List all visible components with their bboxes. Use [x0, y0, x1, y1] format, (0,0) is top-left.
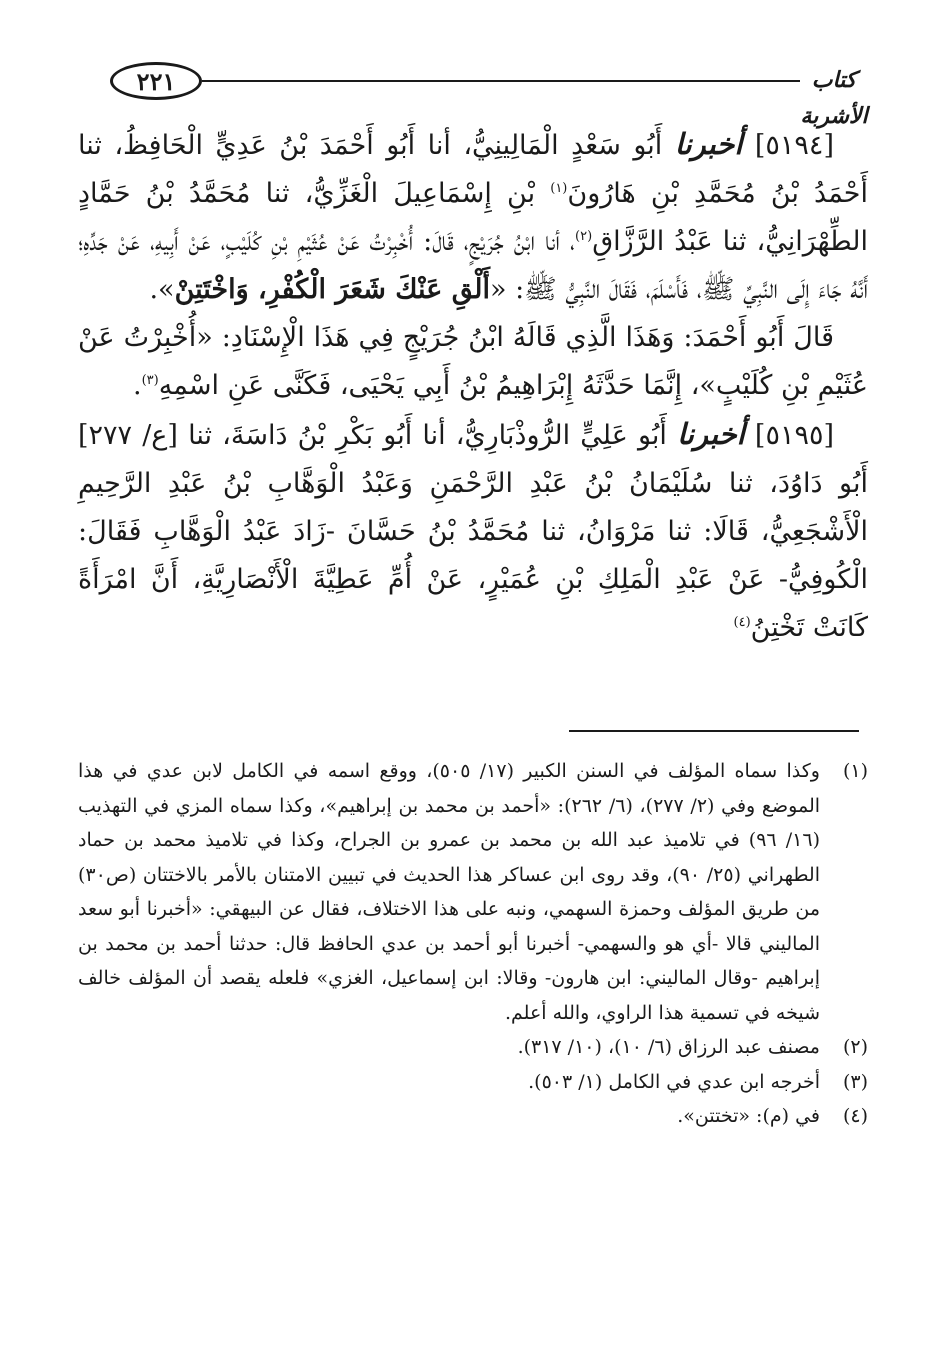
hadith-number: [٥١٩٥]	[754, 420, 834, 451]
footnote-1	[78, 754, 868, 1030]
page-number: ٢٢١	[110, 62, 202, 100]
commentary-paragraph	[78, 314, 868, 410]
commentary-text: قَالَ أَبُو أَحْمَدَ: وَهَذَا الَّذِي قَالَهُ ابْنُ جُرَيْجٍ فِي هَذَا الْإِسْنَادِ: «أُخْبِرْتُ عَنْ عُثَيْمِ بْنِ كُلَيْبٍ»، إِنَّمَا حَدَّثَهُ إِبْرَاهِيمُ بْنُ أَبِي يَحْيَى، فَكَنَّى عَنِ اسْمِهِ	[78, 322, 868, 401]
header-rule	[202, 80, 800, 82]
hadith-matn: أَلْقِ عَنْكَ شَعَرَ الْكُفْرِ، وَاخْتَتِنْ	[174, 274, 490, 305]
footnote-marker-4: (٤)	[733, 615, 751, 630]
footnote-marker-2: (٢)	[575, 229, 593, 244]
akhbarana-word: أخبرنا	[674, 127, 743, 161]
footnote-number: (٤)	[842, 1105, 868, 1127]
page-header	[110, 62, 870, 129]
isnad-text: ، أنا ابْنُ جُرَيْجٍ، قَالَ: أُخْبِرْتُ عَنْ عُثَيْمِ بْنِ كُلَيْبٍ، عَنْ أَبِيهِ، عَنْ جَدِّهِ؛ أَنَّهُ جَاءَ إِلَى النَّبِيِّ ﷺ، فَأَسْلَمَ، فَقَالَ النَّبِيُّ ﷺ: «	[78, 226, 868, 305]
footnote-separator	[569, 730, 859, 732]
footnote-number: (٣)	[842, 1070, 868, 1093]
footnote-number: (٢)	[842, 1036, 868, 1058]
isnad-text: أَبُو عَلِيٍّ الرُّوذْبَارِيُّ، أنا أَبُو بَكْرِ بْنُ دَاسَةَ، ثنا [ع/ ٢٧٧] أَبُو دَاوُدَ، ثنا سُلَيْمَانُ بْنُ عَبْدِ الرَّحْمَنِ وَعَبْدُ الْوَهَّابِ بْنُ عَبْدِ الرَّحِيمِ الْأَشْجَعِيُّ، قَالَا: ثنا مَرْوَانُ، ثنا مُحَمَّدُ بْنُ حَسَّانَ -زَادَ عَبْدُ الْوَهَّابِ فَقَالَ: الْكُوفِيُّ- عَنْ عَبْدِ الْمَلِكِ بْنِ عُمَيْرٍ، عَنْ أُمِّ عَطِيَّةَ الْأَنْصَارِيَّةِ، أَنَّ امْرَأَةً كَانَتْ تَخْتِنُ	[78, 420, 868, 643]
closing-quote: ».	[149, 274, 175, 305]
hadith-5195	[78, 410, 868, 652]
footnote-text: في (م): «تختتن».	[677, 1105, 820, 1127]
book-title-ornament: كتاب الأشربة	[800, 67, 868, 129]
footnote-text: مصنف عبد الرزاق (٦/ ١٠)، (١٠/ ٣١٧).	[517, 1036, 820, 1058]
footnote-marker-1: (١)	[550, 181, 568, 196]
footnote-number: (١)	[842, 760, 868, 782]
footnote-text: أخرجه ابن عدي في الكامل (١/ ٥٠٣).	[528, 1070, 820, 1093]
footnote-2	[78, 1030, 868, 1065]
footnote-text: وكذا سماه المؤلف في السنن الكبير (١٧/ ٥٠٥)، ووقع اسمه في الكامل لابن عدي في هذا الموضع وفي (٢/ ٢٧٧)، (٦/ ٢٦٢): «أحمد بن محمد بن إبراهيم»، وكذا سماه المزي في التهذيب (١٦/ ٩٦) في تلاميذ عبد الله بن محمد بن عمرو بن الجراح، وكذا في تلاميذ محمد بن حماد الطهراني (٢٥/ ٩٠)، وقد روى ابن عساكر هذا الحديث في تبيين الامتنان بالأمر بالاختتان (ص٣٠) من طريق المؤلف وحمزة السهمي، ونبه على هذا الاختلاف، فقال عن البيهقي: «أخبرنا أبو سعد الماليني قالا -أي هو والسهمي- أخبرنا أبو أحمد بن عدي الحافظ قال: حدثنا أحمد بن محمد بن إبراهيم -وقال الماليني: ابن هارون- وقالا: ابن إسماعيل، الغزي» فلعله يقصد أن المؤلف خالف شيخه في تسمية هذا الراوي، والله أعلم.	[78, 760, 821, 1024]
isnad-text: بْنِ إِسْمَاعِيلَ الْغَزِّيُّ، ثنا مُحَمَّدُ بْنُ حَمَّادٍ الطِّهْرَانِيُّ، ثنا عَبْدُ الرَّزَّاقِ	[78, 178, 869, 257]
footnotes	[78, 754, 868, 1134]
main-text	[78, 120, 868, 652]
isnad-text: أَبُو سَعْدٍ الْمَالِينِيُّ، أنا أَبُو أَحْمَدَ بْنُ عَدِيٍّ الْحَافِظُ، ثنا أَحْمَدُ بْنُ مُحَمَّدِ بْنِ هَارُونَ	[78, 130, 868, 209]
akhbarana-word: أخبرنا	[677, 417, 745, 451]
hadith-number: [٥١٩٤]	[754, 130, 834, 161]
hadith-5194	[78, 120, 868, 314]
period: .	[133, 370, 142, 401]
footnote-3	[78, 1065, 868, 1100]
footnote-4	[78, 1099, 868, 1134]
footnote-marker-3: (٣)	[141, 373, 159, 388]
